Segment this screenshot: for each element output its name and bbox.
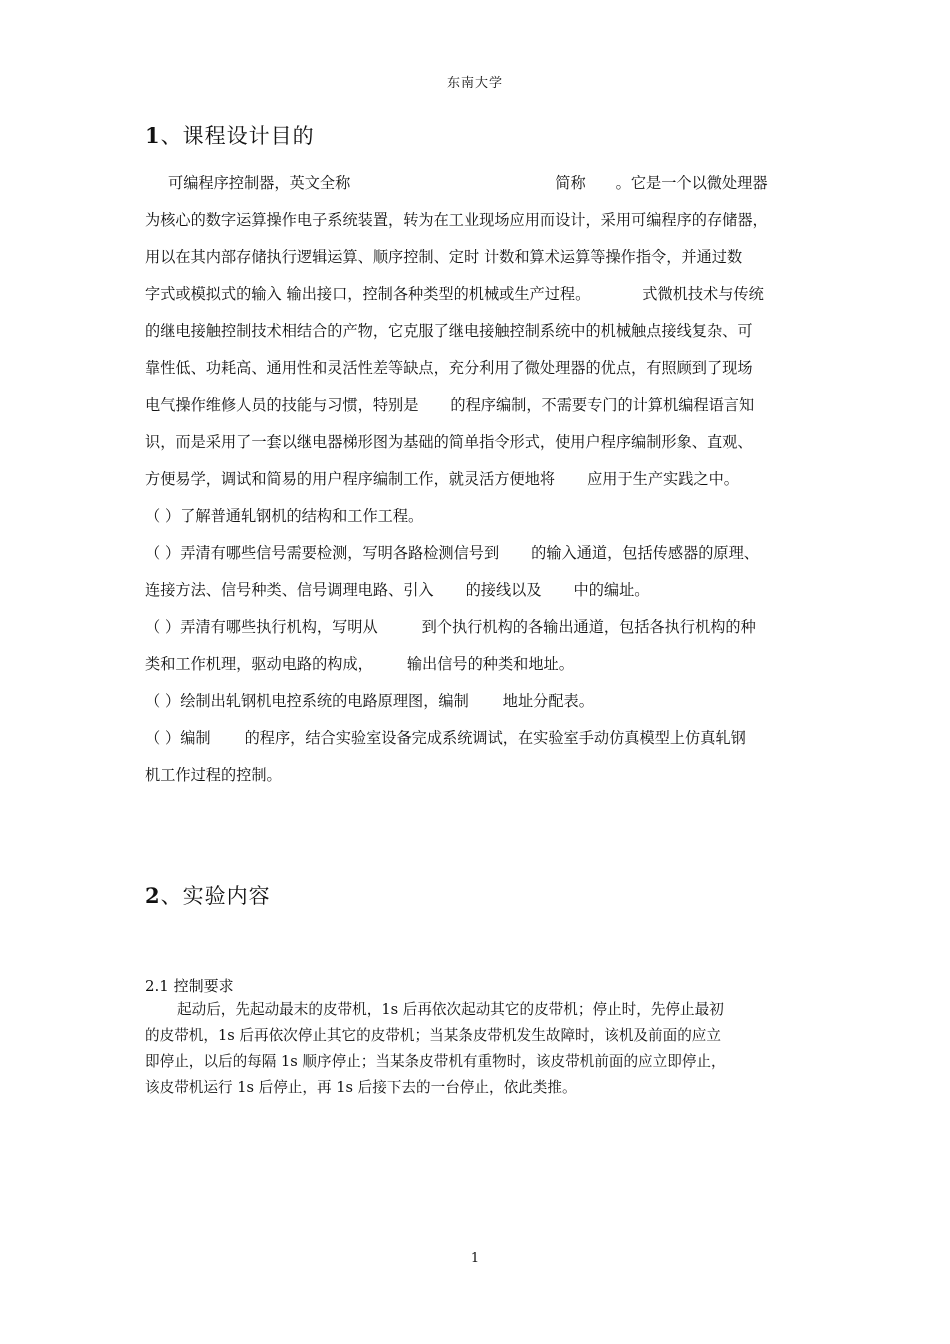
section-1-line — [145, 646, 810, 683]
section-1-text: 电气操作维修人员的技能与习惯，特别是 — [145, 396, 419, 414]
section-1-line — [145, 720, 810, 757]
section-1-text: 类和工作机理，驱动电路的构成， — [145, 655, 373, 673]
section-2-line — [145, 1075, 810, 1101]
section-1-text: 机工作过程的控制。 — [145, 766, 282, 784]
section-1-line — [145, 461, 810, 498]
section-1-text: （ ）绘制出轧钢机电控系统的电路原理图，编制 — [145, 692, 469, 710]
section-1-text: 的程序，结合实验室设备完成系统调试，在实验室手动仿真模型上仿真轧钢 — [244, 729, 746, 747]
section-1-line — [145, 535, 810, 572]
section-1-text: 用以在其内部存储执行逻辑运算、顺序控制、定时 计数和算术运算等操作指令，并通过数 — [145, 248, 743, 266]
section-1-line — [145, 165, 810, 202]
section-2-text: 即停止，以后的每隔 1s 顺序停止；当某条皮带机有重物时，该皮带机前面的应立即停止， — [145, 1053, 726, 1070]
section-1-text: 方便易学，调试和简易的用户程序编制工作，就灵活方便地将 — [145, 470, 556, 488]
section-1-text: 为核心的数字运算操作电子系统装置，转为在工业现场应用而设计，采用可编程序的存储器， — [145, 211, 768, 229]
section-1-text: 的继电接触控制技术相结合的产物，它克服了继电接触控制系统中的机械触点接线复杂、可 — [145, 322, 753, 340]
section-1-text: 的接线以及 — [465, 581, 542, 599]
section-1-line — [145, 313, 810, 350]
section-1-text: 应用于生产实践之中。 — [587, 470, 739, 488]
section-1-text: 中的编址。 — [573, 581, 650, 599]
section-2-text: 起动后，先起动最末的皮带机，1s 后再依次起动其它的皮带机；停止时，先停止最初 — [177, 1001, 724, 1018]
section-1-text: 字式或模拟式的输入 输出接口，控制各种类型的机械或生产过程。 — [145, 285, 591, 303]
section-2-body — [145, 997, 810, 1101]
section-1-text: 到个执行机构的各输出通道，包括各执行机构的种 — [421, 618, 756, 636]
section-1-line — [145, 683, 810, 720]
section-1-line — [145, 609, 810, 646]
section-2-line — [145, 997, 810, 1023]
section-1-body — [145, 165, 810, 794]
section-1-line — [145, 276, 810, 313]
section-2-text: 该皮带机运行 1s 后停止，再 1s 后接下去的一台停止，依此类推。 — [145, 1079, 577, 1096]
section-1-title: 、课程设计目的 — [160, 124, 315, 148]
section-1-text: （ ）了解普通轧钢机的结构和工作工程。 — [145, 507, 424, 525]
section-1-line — [145, 350, 810, 387]
section-1-line — [145, 239, 810, 276]
section-2-number: 2 — [145, 883, 161, 908]
section-1-line — [145, 387, 810, 424]
section-1-text: （ ）弄清有哪些信号需要检测，写明各路检测信号到 — [145, 544, 500, 562]
section-2-line — [145, 1049, 810, 1075]
section-1-line — [145, 424, 810, 461]
subsection-2-1-title: 2.1 控制要求 — [145, 977, 234, 995]
section-1-text: （ ）编制 — [145, 729, 211, 747]
section-1-line — [145, 757, 810, 794]
section-1-text: 识，而是采用了一套以继电器梯形图为基础的简单指令形式，使用户程序编制形象、直观、 — [145, 433, 753, 451]
section-1-text: 的程序编制，不需要专门的计算机编程语言知 — [450, 396, 755, 414]
section-1-text: 输出信号的种类和地址。 — [406, 655, 574, 673]
section-1-heading — [145, 120, 315, 150]
section-1-text: 式微机技术与传统 — [642, 285, 764, 303]
section-1-text: 连接方法、信号种类、信号调理电路、引入 — [145, 581, 434, 599]
section-2-line — [145, 1023, 810, 1049]
section-2-heading — [145, 880, 271, 910]
section-1-text: 的输入通道，包括传感器的原理、 — [531, 544, 759, 562]
page-number: 1 — [470, 1251, 480, 1266]
section-1-text: 简称 — [555, 174, 586, 192]
section-1-text: （ ）弄清有哪些执行机构，写明从 — [145, 618, 378, 636]
section-1-text: 地址分配表。 — [502, 692, 594, 710]
section-1-number: 1 — [145, 123, 161, 148]
section-2-text: 的皮带机，1s 后再依次停止其它的皮带机；当某条皮带机发生故障时，该机及前面的应立 — [145, 1027, 721, 1044]
section-1-line — [145, 498, 810, 535]
page-header: 东南大学 — [446, 76, 503, 91]
section-1-line — [145, 572, 810, 609]
section-1-text: 。它是一个以微处理器 — [615, 174, 768, 192]
section-1-text: 可编程序控制器，英文全称 — [168, 174, 351, 192]
section-2-title: 、实验内容 — [160, 884, 271, 908]
section-1-text: 靠性低、功耗高、通用性和灵活性差等缺点，充分利用了微处理器的优点，有照顾到了现场 — [145, 359, 753, 377]
section-1-line — [145, 202, 810, 239]
